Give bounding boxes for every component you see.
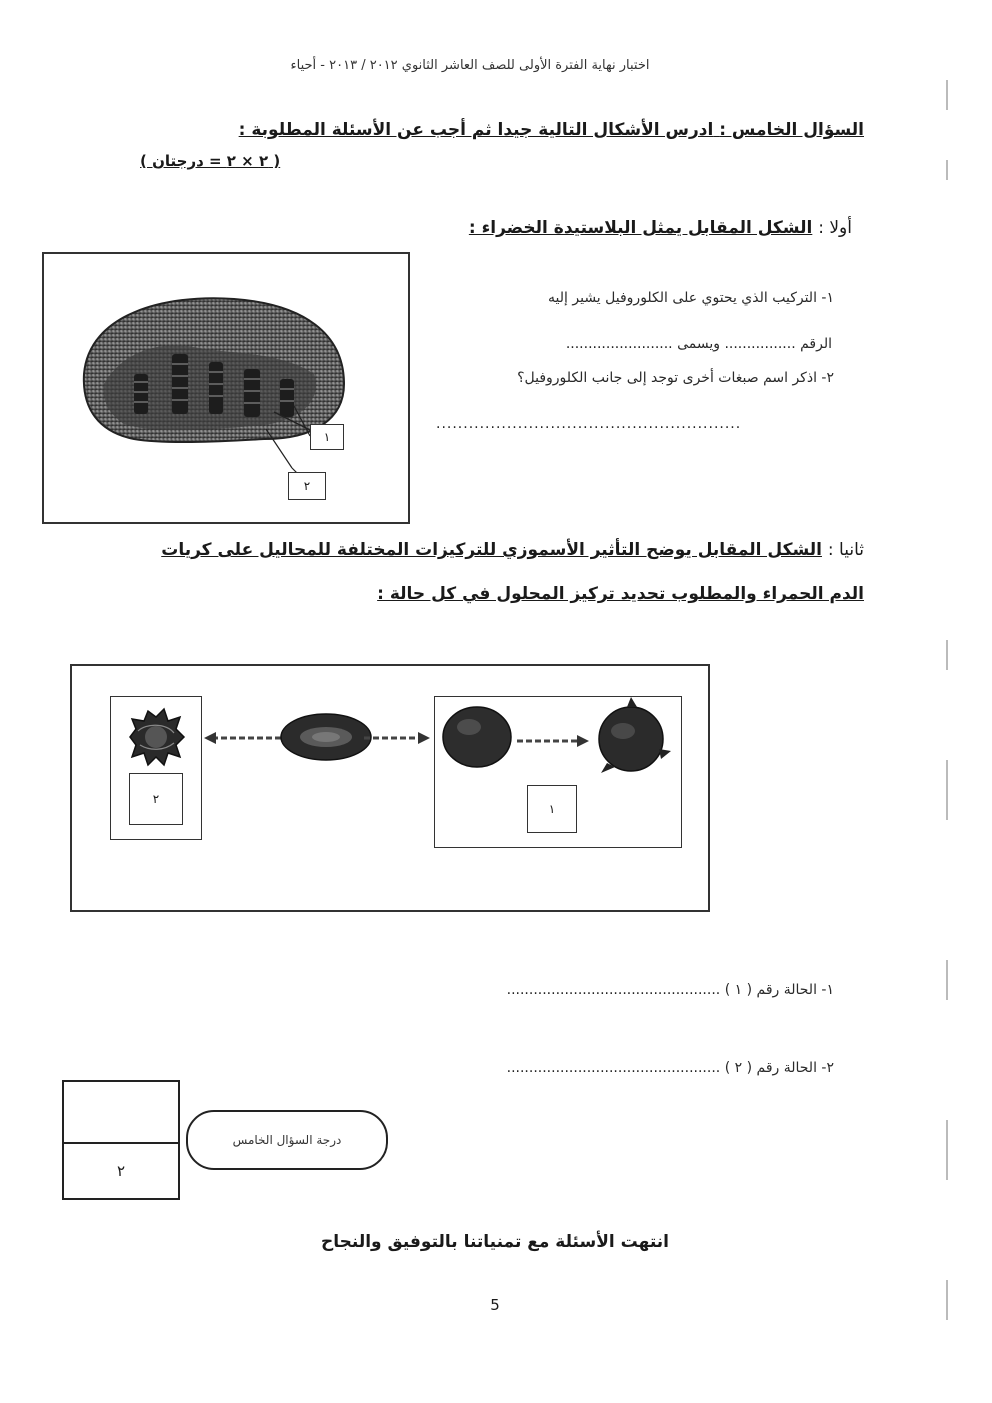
question-title <box>239 120 864 140</box>
footer-message: انتهت الأسئلة مع تمنياتنا بالتوفيق والنجاح <box>321 1232 669 1252</box>
question-score: ( ٢ × ٢ = درجتان ) <box>140 152 281 170</box>
case2-answer[interactable]: ................................................ <box>506 1060 721 1076</box>
q1-number-label: الرقم <box>800 336 832 352</box>
grade-score-cell[interactable] <box>64 1082 178 1144</box>
case2-label: ٢ <box>129 773 183 825</box>
q1-number-answer[interactable]: ................ <box>724 336 796 352</box>
case1-answer[interactable]: ................................................ <box>506 982 721 998</box>
grade-max: ٢ <box>116 1162 126 1180</box>
case2-box <box>110 696 202 840</box>
case1-answer-row <box>507 982 834 998</box>
normal-rbc-icon <box>278 710 374 764</box>
section1-q2: ٢- اذكر اسم صبغات أخرى توجد إلى جانب الكلوروفيل؟ <box>517 370 834 386</box>
chloroplast-illustration <box>44 254 408 522</box>
section2-title-line1-text: الشكل المقابل يوضح التأثير الأسموزي للتركيزات المختلفة للمحاليل على كريات <box>161 540 822 560</box>
case2-answer-row <box>507 1060 834 1076</box>
question-title-text: ادرس الأشكال التالية جيدا ثم أجب عن الأسئلة المطلوبة : <box>238 120 714 140</box>
chloroplast-label-2: ٢ <box>288 472 326 500</box>
page-number: 5 <box>490 1296 500 1314</box>
section2-prefix: ثانيا : <box>827 540 864 560</box>
section1-title <box>469 218 852 238</box>
exam-header: اختبار نهاية الفترة الأولى للصف العاشر الثانوي ٢٠١٢ / ٢٠١٣ - أحياء <box>290 58 650 73</box>
section1-title-text: الشكل المقابل يمثل البلاستيدة الخضراء : <box>468 218 813 238</box>
q1-name-answer[interactable]: ........................ <box>565 336 673 352</box>
arrow-to-burst-icon <box>513 731 593 751</box>
grade-box <box>62 1080 180 1200</box>
osmosis-figure <box>70 664 710 912</box>
section2-title-line1 <box>161 540 864 560</box>
section1-q1-line2 <box>566 336 832 352</box>
chloroplast-figure <box>42 252 410 524</box>
chloroplast-label-1: ١ <box>310 424 344 450</box>
q1-name-label: ويسمى <box>677 336 720 352</box>
section2-title-line2 <box>377 584 864 604</box>
arrow-to-case1-icon <box>362 728 432 748</box>
case1-label-text: ١- الحالة رقم ( ١ ) <box>724 982 834 998</box>
question-title-label: السؤال الخامس : <box>719 120 864 140</box>
case2-label-text: ٢- الحالة رقم ( ٢ ) <box>724 1060 834 1076</box>
section1-q1-line1: ١- التركيب الذي يحتوي على الكلوروفيل يشير إليه <box>548 290 834 306</box>
crenated-cell-icon <box>111 701 201 771</box>
grade-oval-label: درجة السؤال الخامس <box>186 1110 388 1170</box>
section1-prefix: أولا : <box>818 218 852 238</box>
section1-q2-answer[interactable]: ........................................................ <box>436 416 742 432</box>
section2-title-line2-text: الدم الحمراء والمطلوب تحديد تركيز المحلول في كل حالة : <box>377 584 864 604</box>
case1-label: ١ <box>527 785 577 833</box>
swollen-cell-icon <box>439 699 519 773</box>
case1-box <box>434 696 682 848</box>
burst-cell-icon <box>587 693 677 777</box>
